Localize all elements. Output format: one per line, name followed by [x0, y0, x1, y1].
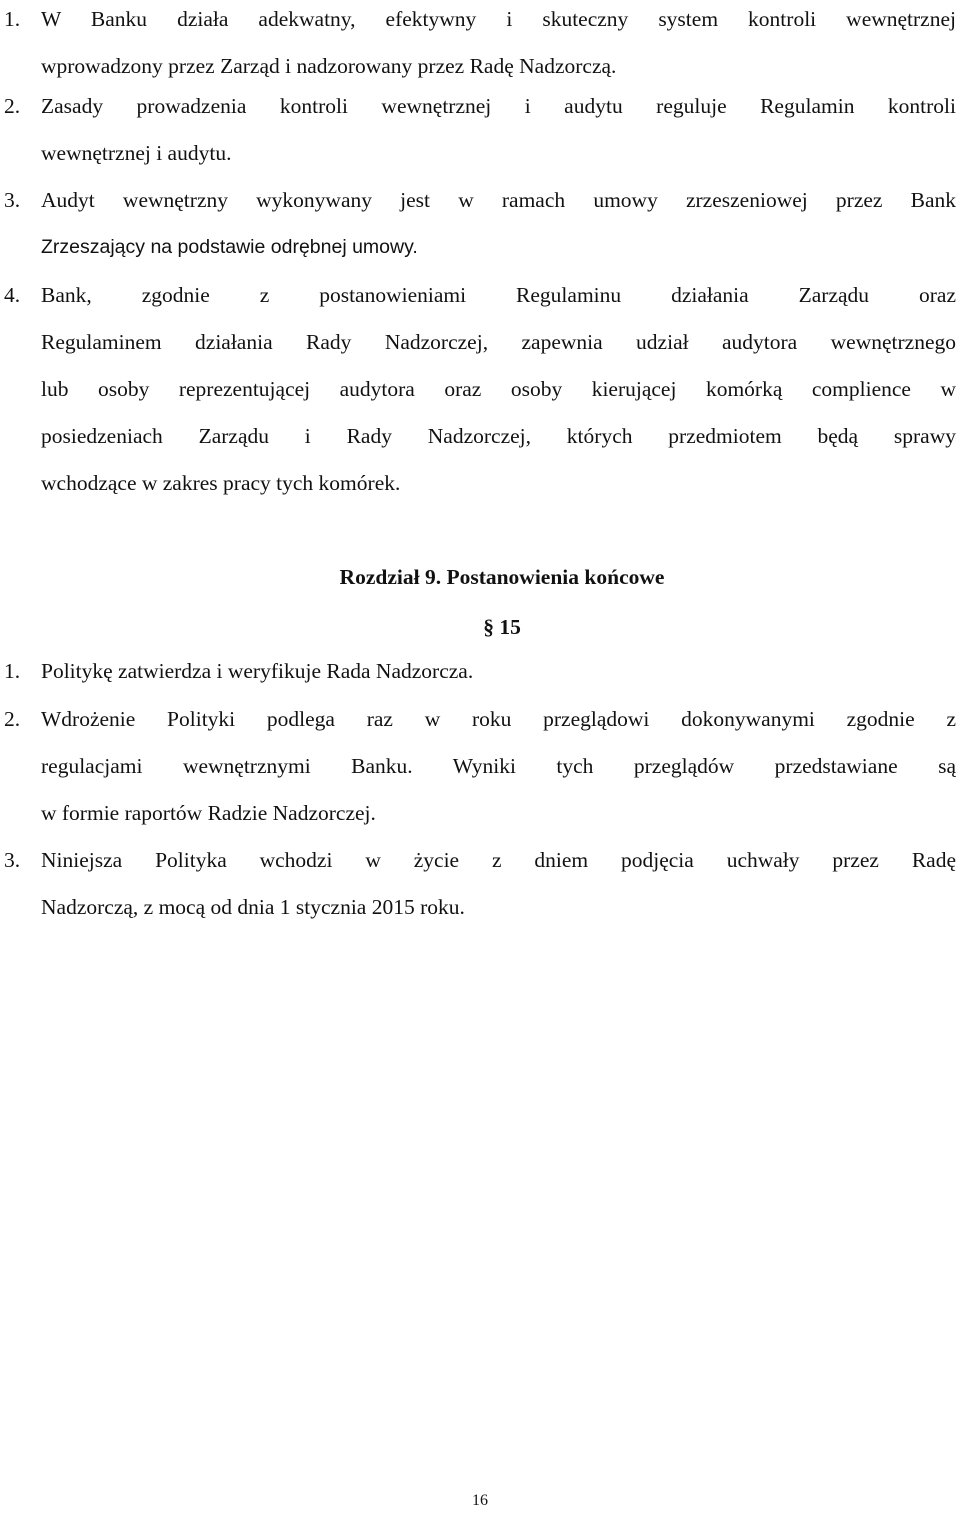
- list-item: [4, 837, 956, 931]
- list-line: wchodzące w zakres pracy tych komórek.: [41, 471, 401, 495]
- list-number: 4.: [4, 283, 21, 307]
- chapter-title: Rozdział 9. Postanowienia końcowe: [339, 565, 665, 589]
- list-item: [4, 648, 956, 695]
- list-line: 3. Niniejsza Polityka wchodzi w życie z dniem podjęcia uchwały przez Radę: [4, 837, 956, 884]
- list-line: posiedzeniach Zarządu i Rady Nadzorczej, których przedmiotem będą sprawy: [41, 424, 956, 448]
- list-line: 2. Wdrożenie Polityki podlega raz w roku przeglądowi dokonywanymi zgodnie z: [4, 696, 956, 743]
- list-line: Nadzorczą, z mocą od dnia 1 stycznia 2015 roku.: [41, 895, 465, 919]
- list-line: 1. Politykę zatwierdza i weryfikuje Rada Nadzorcza.: [4, 648, 956, 695]
- list-line: w formie raportów Radzie Nadzorczej.: [41, 801, 376, 825]
- list-item: [4, 272, 956, 507]
- list-number: 1.: [4, 659, 21, 683]
- list-number: 3.: [4, 848, 21, 872]
- list-item: [4, 83, 956, 177]
- list-line: 3. Audyt wewnętrzny wykonywany jest w ramach umowy zrzeszeniowej przez Bank: [4, 177, 956, 224]
- page-number: 16: [472, 1492, 488, 1509]
- list-item: [4, 0, 956, 90]
- list-number: 3.: [4, 188, 21, 212]
- list-line: 4. Bank, zgodnie z postanowieniami Regulaminu działania Zarządu oraz: [4, 272, 956, 319]
- list-number: 2.: [4, 707, 21, 731]
- list-line: regulacjami wewnętrznymi Banku. Wyniki tych przeglądów przedstawiane są: [41, 754, 956, 778]
- list-line: Regulaminem działania Rady Nadzorczej, zapewnia udział audytora wewnętrznego: [41, 330, 956, 354]
- list-line: 2. Zasady prowadzenia kontroli wewnętrznej i audytu reguluje Regulamin kontroli: [4, 83, 956, 130]
- list-number: 1.: [4, 7, 21, 31]
- list-line: lub osoby reprezentującej audytora oraz osoby kierującej komórką complience w: [41, 377, 956, 401]
- list-line: wewnętrznej i audytu.: [41, 141, 232, 165]
- paragraph-heading: § 15: [483, 615, 521, 639]
- list-line: wprowadzony przez Zarząd i nadzorowany przez Radę Nadzorczą.: [41, 54, 617, 78]
- list-item: [4, 177, 956, 271]
- list-item: [4, 696, 956, 837]
- list-number: 2.: [4, 94, 21, 118]
- list-line: Zrzeszający na podstawie odrębnej umowy.: [41, 236, 418, 258]
- list-line: 1. W Banku działa adekwatny, efektywny i skuteczny system kontroli wewnętrznej: [4, 0, 956, 43]
